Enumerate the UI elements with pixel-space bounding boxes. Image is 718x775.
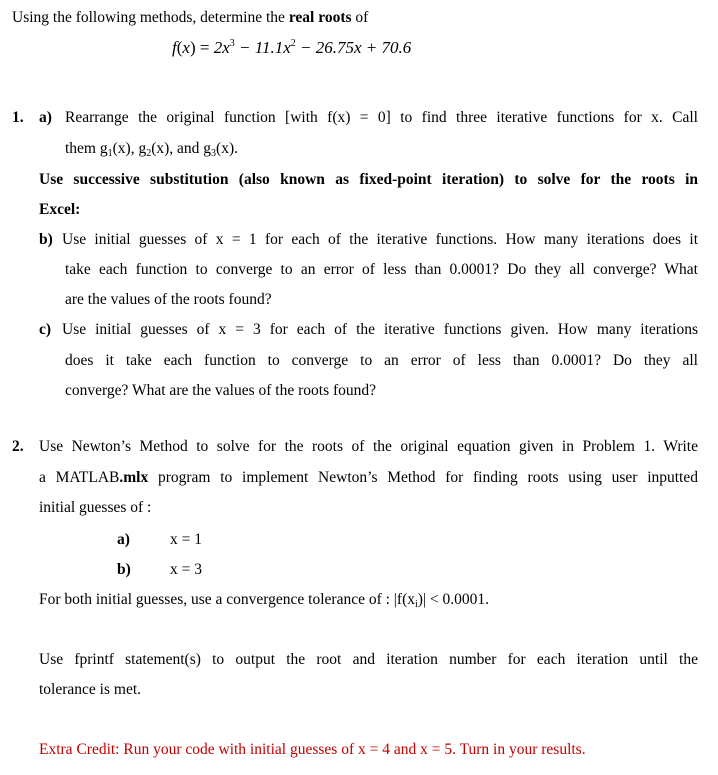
problem1-b-line2: take each function to converge to an error of less than 0.0001? Do they all converge? What	[65, 261, 698, 278]
problem2-line2-prefix: a MATLAB	[39, 469, 120, 486]
problem2-fprintf-line1: Use fprintf statement(s) to output the root and iteration number for each iteration until the	[39, 651, 698, 668]
eq-term1: 2x	[213, 38, 230, 57]
g-sub-1: 1	[107, 148, 113, 159]
problem1-c-line2: does it take each function to converge to an error of less than 0.0001? Do they all	[65, 352, 698, 369]
eq-var: x	[182, 38, 190, 57]
a-line2-mid2: (x), and g	[151, 140, 212, 157]
intro-suffix: of	[351, 9, 369, 26]
problem1-c-label	[39, 320, 51, 340]
tolerance-prefix: For both initial guesses, use a convergence tolerance of : |f(x	[39, 591, 415, 608]
a-line2-suffix: (x).	[216, 140, 238, 157]
problem1-a-line1: Rearrange the original function [with f(x) = 0] to find three iterative functions for x. Call	[65, 109, 698, 126]
problem1-a-line2	[65, 139, 238, 159]
intro-prefix: Using the following methods, determine the	[12, 9, 289, 26]
problem2-b-label	[117, 560, 131, 580]
problem2-line3: initial guesses of :	[39, 499, 152, 516]
a-line2-mid1: (x), g	[112, 140, 147, 157]
eq-term2: − 11.1x	[234, 38, 291, 57]
problem2-b-value: x = 3	[170, 561, 202, 578]
eq-paren-close: )	[189, 38, 196, 57]
eq-term1-exp: 3	[229, 38, 235, 49]
problem1-a-label	[39, 108, 52, 128]
problem2-tolerance-line	[39, 590, 489, 610]
problem1-c-line3: converge? What are the values of the roots found?	[65, 382, 377, 399]
problem1-number	[12, 108, 24, 128]
problem2-line2	[39, 468, 698, 488]
problem2-b-label-text: b)	[117, 561, 131, 578]
intro-bold-real-roots: real roots	[288, 9, 352, 26]
function-equation	[172, 38, 411, 58]
extra-credit-line: Extra Credit: Run your code with initial guesses of x = 4 and x = 5. Turn in your results.	[39, 741, 586, 758]
g-sub-3: 3	[211, 148, 217, 159]
problem2-a-value: x = 1	[170, 531, 202, 548]
problem1-bold-line2: Excel:	[39, 201, 81, 218]
problem2-line1: Use Newton’s Method to solve for the roots of the original equation given in Problem 1. Write	[39, 438, 698, 455]
problem1-number-text: 1.	[12, 109, 24, 126]
problem2-a-label-text: a)	[117, 531, 130, 548]
g-sub-2: 2	[146, 148, 152, 159]
eq-equals: =	[195, 38, 214, 57]
a-line2-prefix: them g	[65, 140, 108, 157]
tolerance-suffix: )| < 0.0001.	[417, 591, 490, 608]
problem1-bold-line1: Use successive substitution (also known as fixed-point iteration) to solve for the roots in	[39, 171, 698, 188]
problem2-number	[12, 437, 24, 457]
problem1-b-line1: Use initial guesses of x = 1 for each of the iterative functions. How many iterations does it	[62, 231, 698, 248]
problem1-c-label-text: c)	[39, 321, 52, 338]
problem2-line2-suffix: program to implement Newton’s Method for finding roots using user inputted	[148, 469, 698, 486]
problem2-line2-mlx: .mlx	[119, 469, 149, 486]
problem2-number-text: 2.	[12, 438, 24, 455]
problem1-b-line3: are the values of the roots found?	[65, 291, 272, 308]
eq-term2-exp: 2	[290, 38, 296, 49]
problem2-a-label	[117, 530, 130, 550]
eq-term3: − 26.75x + 70.6	[295, 38, 412, 57]
tolerance-sub-i: i	[415, 599, 418, 610]
eq-paren-open: (	[176, 38, 183, 57]
problem1-b-label	[39, 230, 53, 250]
intro-line	[12, 8, 368, 28]
problem1-a-label-text: a)	[39, 109, 52, 126]
problem2-fprintf-line2: tolerance is met.	[39, 681, 141, 698]
problem1-b-label-text: b)	[39, 231, 53, 248]
eq-lhs: f	[172, 38, 177, 57]
problem1-c-line1: Use initial guesses of x = 3 for each of the iterative functions given. How many iterations	[62, 321, 698, 338]
